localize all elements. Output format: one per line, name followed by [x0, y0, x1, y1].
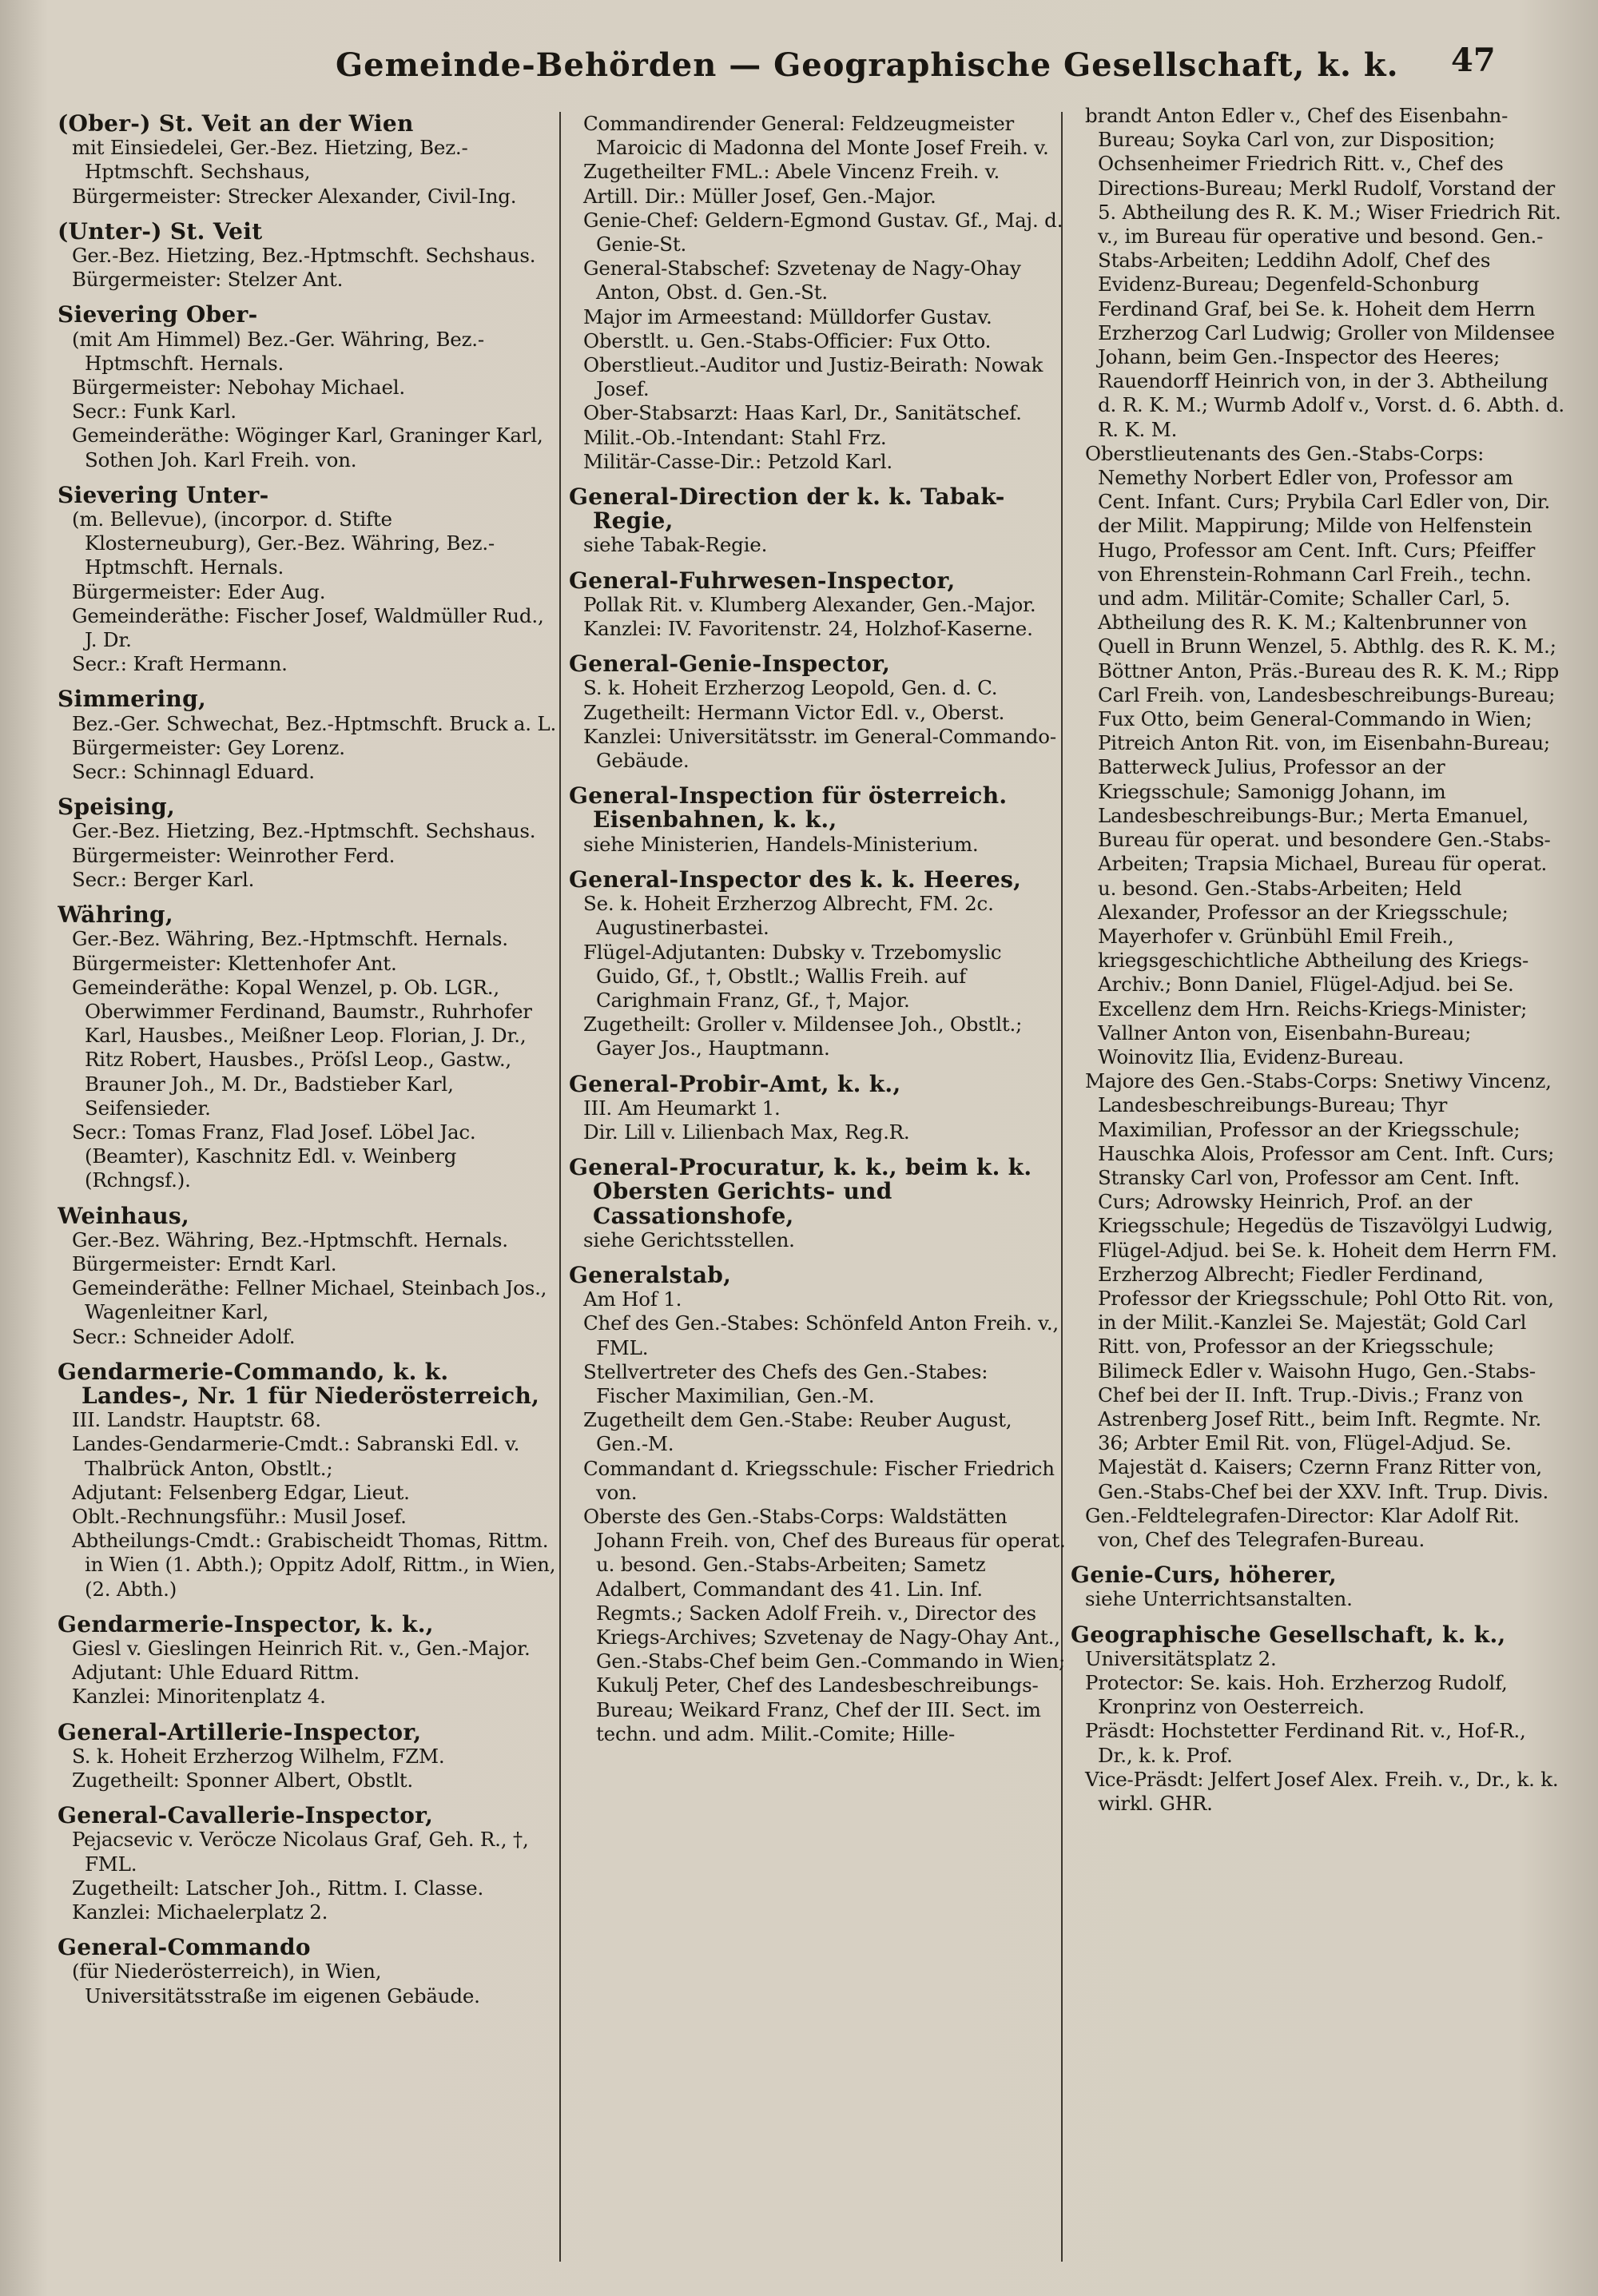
entry-line: (für Niederösterreich), in Wien, Universitätsstraße im eigenen Gebäude. [72, 1960, 480, 2008]
entry-line: Gemeinderäthe: Wöginger Karl, Graninger Karl, Sothen Joh. Karl Freih. von. [72, 424, 543, 472]
entry-line: Kanzlei: Minoritenplatz 4. [72, 1685, 326, 1709]
directory-entry [569, 569, 1066, 642]
entry-line: Zugetheilter FML.: Abele Vincenz Freih. v. [583, 160, 1000, 184]
entry-line: Präsdt: Hochstetter Ferdinand Rit. v., Hof-R., Dr., k. k. Prof. [1085, 1719, 1526, 1767]
entry-line: Artill. Dir.: Müller Josef, Gen.-Major. [583, 184, 936, 208]
entry-line: Bürgermeister: Strecker Alexander, Civil-Ing. [72, 184, 517, 208]
column-1 [58, 112, 559, 2270]
entry-line: siehe Ministerien, Handels-Ministerium. [583, 832, 979, 856]
column-2 [569, 112, 1066, 2270]
directory-entry [569, 485, 1066, 558]
directory-entry [58, 1804, 559, 1924]
entry-line: Bürgermeister: Klettenhofer Ant. [72, 951, 397, 975]
entry-line: Landes-Gendarmerie-Cmdt.: Sabranski Edl. v. Thalbrück Anton, Obstlt.; [72, 1432, 520, 1480]
entry-title: (Ober-) St. Veit an der Wien [58, 112, 414, 137]
entry-line: Ober-Stabsarzt: Haas Karl, Dr., Sanitätschef. [583, 401, 1022, 425]
entry-line: S. k. Hoheit Erzherzog Leopold, Gen. d. C. [583, 676, 998, 700]
entry-line: Giesl v. Gieslingen Heinrich Rit. v., Gen.-Major. [72, 1636, 531, 1660]
entry-line: Commandant d. Kriegsschule: Fischer Friedrich von. [583, 1456, 1055, 1504]
column-divider-1 [559, 112, 561, 2262]
directory-entry [1071, 104, 1566, 1552]
entry-line: Oberstlieutenants des Gen.-Stabs-Corps: Nemethy Norbert Edler von, Professor am Cent. Infant. Curs; Prybila Carl Edler von, Dir. der Milit. Mappirung; Milde von Helfenstein Hugo, Professor am Cent. Inft. Curs; Pfeiffer von Ehrenstein-Rohmann Carl Freih., techn. und adm. Militär-Comite; Schaller Carl, 5. Abtheilung des R. K. M.; Kaltenbrunner von Quell in Brunn Wenzel, 5. Abthlg. des R. K. M.; Böttner Anton, Präs.-Bureau des R. K. M.; Ripp Carl Freih. von, Landesbeschreibungs-Bureau; Fux Otto, beim General-Commando in Wien; Pitreich Anton Rit. von, im Eisenbahn-Bureau; Batterweck Julius, Professor an der Kriegsschule; Samonigg Johann, im Landesbeschreibungs-Bur.; Merta Emanuel, Bureau für operat. und besondere Gen.-Stabs-Arbeiten; Trapsia Michael, Bureau für operat. u. besond. Gen.-Stabs-Arbeiten; Held Alexander, Professor an der Kriegsschule; Mayerhofer v. Grünbühl Emil Freih., kriegsgeschichtliche Abtheilung des Kriegs-Archiv.; Bonn Daniel, Flügel-Adjud. bei Se. Excellenz dem Hrn. Reichs-Kriegs-Minister; Vallner Anton von, Eisenbahn-Bureau; Woinovitz Ilia, Evidenz-Bureau. [1085, 441, 1560, 1068]
directory-entry [58, 1610, 559, 1709]
entry-title: General-Inspection für österreich. Eisenbahnen, k. k., [569, 782, 1008, 834]
entry-title: Geographische Gesellschaft, k. k., [1071, 1621, 1506, 1648]
entry-line: Adjutant: Felsenberg Edgar, Lieut. [72, 1480, 410, 1504]
entry-line: Milit.-Ob.-Intendant: Stahl Frz. [583, 425, 887, 449]
entry-line: Secr.: Tomas Franz, Flad Josef. Löbel Jac. (Beamter), Kaschnitz Edl. v. Weinberg (Rchngsf.). [72, 1120, 476, 1192]
entry-line: Zugetheilt: Latscher Joh., Rittm. I. Classe. [72, 1876, 484, 1900]
entry-line: Secr.: Schneider Adolf. [72, 1324, 296, 1348]
entry-line: Protector: Se. kais. Hoh. Erzherzog Rudolf, Kronprinz von Oesterreich. [1085, 1671, 1508, 1719]
entry-line: Bürgermeister: Erndt Karl. [72, 1251, 337, 1275]
entry-line: Bürgermeister: Gey Lorenz. [72, 735, 345, 759]
directory-entry [58, 217, 559, 292]
entry-line: (m. Bellevue), (incorpor. d. Stifte Klosterneuburg), Ger.-Bez. Währing, Bez.-Hptmschft. Hernals. [72, 507, 495, 579]
entry-title: Weinhaus, [58, 1202, 190, 1229]
entry-line: Secr.: Kraft Hermann. [72, 652, 288, 676]
entry-line: S. k. Hoheit Erzherzog Wilhelm, FZM. [72, 1744, 445, 1768]
entry-line: Gemeinderäthe: Fischer Josef, Waldmüller Rud., J. Dr. [72, 603, 544, 652]
entry-line: mit Einsiedelei, Ger.-Bez. Hietzing, Bez.-Hptmschft. Sechshaus, [72, 136, 468, 184]
directory-entry [569, 1263, 1066, 1746]
entry-title: (Unter-) St. Veit [58, 217, 263, 245]
entry-line: Commandirender General: Feldzeugmeister Maroicic di Madonna del Monte Josef Freih. v. [583, 112, 1049, 160]
entry-line: Abtheilungs-Cmdt.: Grabischeidt Thomas, Rittm. in Wien (1. Abth.); Oppitz Adolf, Rittm., in Wien, (2. Abth.) [72, 1529, 556, 1601]
entry-title: Gendarmerie-Commando, k. k. Landes-, Nr. 1 für Niederösterreich, [58, 1358, 540, 1409]
entry-line: Gemeinderäthe: Fellner Michael, Steinbach Jos., Wagenleitner Karl, [72, 1276, 547, 1324]
entry-title: General-Procuratur, k. k., beim k. k. Obersten Gerichts- und Cassationshofe, [569, 1154, 1032, 1229]
page-number: 47 [1451, 42, 1496, 79]
entry-line: siehe Unterrichtsanstalten. [1085, 1587, 1353, 1611]
entry-line: Oberstlieut.-Auditor und Justiz-Beirath: Nowak Josef. [583, 353, 1043, 401]
directory-entry [58, 1204, 559, 1349]
entry-line: Kanzlei: Michaelerplatz 2. [72, 1900, 328, 1924]
entry-line: Ger.-Bez. Hietzing, Bez.-Hptmschft. Sechshaus. [72, 819, 536, 843]
directory-entry [1071, 1563, 1566, 1611]
entry-line: Oberste des Gen.-Stabs-Corps: Waldstätten Johann Freih. von, Chef des Bureaus für operat. u. besond. Gen.-Stabs-Arbeiten; Sametz Adalbert, Commandant des 41. Lin. Inf. Regmts.; Sacken Adolf Freih. v., Director des Kriegs-Archives; Szvetenay de Nagy-Ohay Ant., Gen.-Stabs-Chef beim Gen.-Commando in Wien; Kukulj Peter, Chef des Landesbeschreibungs-Bureau; Weikard Franz, Chef der III. Sect. im techn. und adm. Milit.-Comite; Hille- [583, 1504, 1066, 1745]
directory-entry [58, 483, 559, 677]
entry-line: Flügel-Adjutanten: Dubsky v. Trzebomyslic Guido, Gf., †, Obstlt.; Wallis Freih. auf Carighmain Franz, Gf., †, Major. [583, 940, 1002, 1012]
entry-line: Zugetheilt dem Gen.-Stabe: Reuber August, Gen.-M. [583, 1408, 1012, 1456]
entry-line: Zugetheilt: Hermann Victor Edl. v., Oberst. [583, 700, 1005, 724]
directory-entry [58, 1360, 559, 1602]
directory-entry [569, 1072, 1066, 1145]
entry-line: Bez.-Ger. Schwechat, Bez.-Hptmschft. Bruck a. L. [72, 711, 557, 735]
entry-title: General-Fuhrwesen-Inspector, [569, 567, 956, 594]
entry-line: Oberstlt. u. Gen.-Stabs-Officier: Fux Otto. [583, 328, 992, 352]
entry-line: Adjutant: Uhle Eduard Rittm. [72, 1661, 360, 1685]
directory-entry [58, 112, 559, 209]
entry-line: Dir. Lill v. Lilienbach Max, Reg.R. [583, 1120, 910, 1144]
entry-title: Genie-Curs, höherer, [1071, 1562, 1338, 1589]
entry-line: Bürgermeister: Eder Aug. [72, 579, 326, 603]
directory-entry [58, 903, 559, 1192]
entry-line: Majore des Gen.-Stabs-Corps: Snetiwy Vincenz, Landesbeschreibungs-Bureau; Thyr Maximilian, Professor an der Kriegsschule; Hauschka Alois, Professor am Cent. Inft. Curs; Stransky Carl von, Professor am Cent. Inft. Curs; Adrowsky Heinrich, Prof. an der Kriegsschule; Hegedüs de Tiszavölgyi Ludwig, Flügel-Adjud. bei Se. k. Hoheit dem Herrn FM. Erzherzog Albrecht; Fiedler Ferdinand, Professor der Kriegsschule; Pohl Otto Rit. von, in der Milit.-Kanzlei Se. Majestät; Gold Carl Ritt. von, Professor an der Kriegsschule; Bilimeck Edler v. Waisohn Hugo, Gen.-Stabs-Chef bei der II. Inft. Trup.-Divis.; Franz von Astrenberg Josef Ritt., beim Inft. Regmte. Nr. 36; Arbter Emil Rit. von, Flügel-Adjud. Se. Majestät d. Kaisers; Czernn Franz Ritter von, Gen.-Stabs-Chef bei der XXV. Inft. Trup. Divis. [1085, 1069, 1557, 1503]
entry-line: General-Stabschef: Szvetenay de Nagy-Ohay Anton, Obst. d. Gen.-St. [583, 257, 1021, 304]
entry-line: Ger.-Bez. Hietzing, Bez.-Hptmschft. Sechshaus. [72, 244, 536, 268]
entry-title: General-Genie-Inspector, [569, 651, 891, 678]
entry-title: General-Artillerie-Inspector, [58, 1718, 422, 1745]
entry-line: Bürgermeister: Nebohay Michael. [72, 376, 405, 400]
entry-title: Sievering Ober- [58, 301, 258, 328]
directory-entry [58, 1718, 559, 1793]
entry-line: Chef des Gen.-Stabes: Schönfeld Anton Freih. v., FML. [583, 1311, 1059, 1359]
entry-line: Secr.: Funk Karl. [72, 400, 237, 424]
directory-entry [569, 865, 1066, 1061]
entry-line: Major im Armeestand: Mülldorfer Gustav. [583, 304, 992, 328]
entry-title: Gendarmerie-Inspector, k. k., [58, 1610, 434, 1637]
directory-entry [58, 795, 559, 892]
page-header: Gemeinde-Behörden — Geographische Gesellschaft, k. k. [336, 46, 1399, 84]
directory-entry [569, 1156, 1066, 1252]
entry-line: Bürgermeister: Weinrother Ferd. [72, 843, 396, 867]
directory-entry [569, 112, 1066, 474]
entry-line: III. Landstr. Hauptstr. 68. [72, 1408, 321, 1432]
entry-line: Stellvertreter des Chefs des Gen.-Stabes: Fischer Maximilian, Gen.-M. [583, 1359, 988, 1407]
entry-line: brandt Anton Edler v., Chef des Eisenbahn-Bureau; Soyka Carl von, zur Disposition; Ochsenheimer Friedrich Ritt. v., Chef des Directions-Bureau; Merkl Rudolf, Vorstand der 5. Abtheilung des R. K. M.; Wiser Friedrich Rit. v., im Bureau für operative und besond. Gen.-Stabs-Arbeiten; Leddihn Adolf, Chef des Evidenz-Bureau; Degenfeld-Schonburg Ferdinand Graf, bei Se. k. Hoheit dem Herrn Erzherzog Carl Ludwig; Groller von Mildensee Johann, beim Gen.-Inspector des Heeres; Rauendorff Heinrich von, in der 3. Abtheilung d. R. K. M.; Wurmb Adolf v., Vorst. d. 6. Abth. d. R. K. M. [1085, 104, 1564, 441]
entry-line: (mit Am Himmel) Bez.-Ger. Währing, Bez.-Hptmschft. Hernals. [72, 327, 484, 375]
entry-line: Ger.-Bez. Währing, Bez.-Hptmschft. Hernals. [72, 927, 508, 951]
entry-title: Währing, [58, 901, 173, 929]
entry-line: siehe Gerichtsstellen. [583, 1228, 795, 1251]
entry-title: Speising, [58, 794, 176, 821]
entry-line: Kanzlei: Universitätsstr. im General-Commando-Gebäude. [583, 724, 1056, 773]
entry-title: General-Commando [58, 1934, 311, 1961]
entry-title: General-Probir-Amt, k. k., [569, 1070, 901, 1097]
entry-line: Se. k. Hoheit Erzherzog Albrecht, FM. 2c. Augustinerbastei. [583, 892, 994, 940]
entry-line: Vice-Präsdt: Jelfert Josef Alex. Freih. v., Dr., k. k. wirkl. GHR. [1085, 1767, 1559, 1816]
entry-title: General-Cavallerie-Inspector, [58, 1802, 434, 1829]
entry-title: General-Inspector des k. k. Heeres, [569, 865, 1022, 893]
entry-line: siehe Tabak-Regie. [583, 533, 768, 557]
column-3 [1071, 104, 1566, 2262]
entry-line: Genie-Chef: Geldern-Egmond Gustav. Gf., Maj. d. Genie-St. [583, 208, 1063, 257]
entry-line: Ger.-Bez. Währing, Bez.-Hptmschft. Hernals. [72, 1228, 508, 1251]
entry-line: Militär-Casse-Dir.: Petzold Karl. [583, 449, 892, 473]
entry-line: Universitätsplatz 2. [1085, 1646, 1277, 1670]
entry-line: Pollak Rit. v. Klumberg Alexander, Gen.-Major. [583, 592, 1036, 616]
entry-line: Zugetheilt: Sponner Albert, Obstlt. [72, 1769, 413, 1792]
entry-line: Zugetheilt: Groller v. Mildensee Joh., Obstlt.; Gayer Jos., Hauptmann. [583, 1013, 1023, 1060]
entry-title: Generalstab, [569, 1261, 732, 1288]
entry-line: Am Hof 1. [583, 1287, 682, 1311]
directory-entry [569, 652, 1066, 773]
entry-title: Simmering, [58, 686, 206, 713]
directory-entry [58, 303, 559, 472]
directory-entry [1071, 1623, 1566, 1817]
entry-title: General-Direction der k. k. Tabak-Regie, [569, 483, 1005, 535]
directory-entry [58, 1936, 559, 2008]
entry-title: Sievering Unter- [58, 481, 269, 508]
entry-line: Gen.-Feldtelegrafen-Director: Klar Adolf Rit. von, Chef des Telegrafen-Bureau. [1085, 1503, 1520, 1551]
directory-entry [58, 687, 559, 784]
entry-line: Secr.: Berger Karl. [72, 867, 255, 891]
entry-line: Gemeinderäthe: Kopal Wenzel, p. Ob. LGR., Oberwimmer Ferdinand, Baumstr., Ruhrhofer Karl, Hausbes., Meißner Leop. Florian, J. Dr., Ritz Robert, Hausbes., Pröſsl Leop., Gastw., Brauner Joh., M. Dr., Badstieber Karl, Seifensieder. [72, 975, 532, 1120]
entry-line: Pejacsevic v. Veröcze Nicolaus Graf, Geh. R., †, FML. [72, 1828, 529, 1876]
entry-line: Secr.: Schinnagl Eduard. [72, 760, 315, 784]
entry-line: Bürgermeister: Stelzer Ant. [72, 268, 344, 292]
entry-line: Kanzlei: IV. Favoritenstr. 24, Holzhof-Kaserne. [583, 617, 1033, 641]
entry-line: III. Am Heumarkt 1. [583, 1096, 781, 1120]
directory-entry [569, 784, 1066, 857]
entry-line: Oblt.-Rechnungsführ.: Musil Josef. [72, 1504, 407, 1528]
